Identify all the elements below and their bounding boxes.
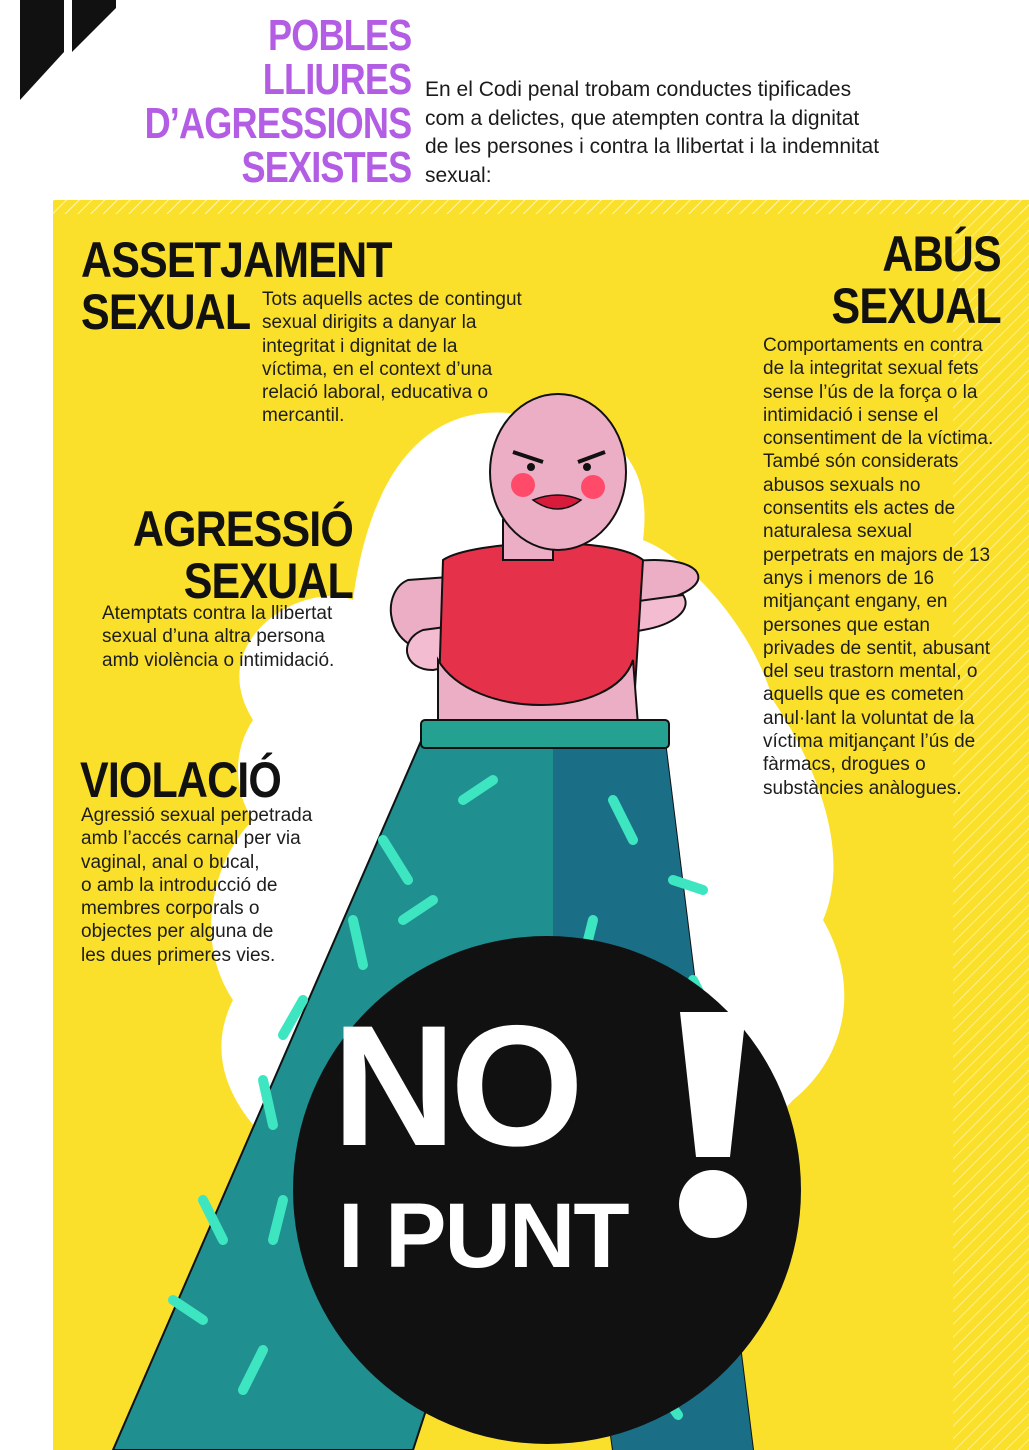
intro-text: [425, 76, 945, 190]
body-line: consentiment de la víctima.: [763, 428, 994, 450]
body-line: abusos sexuals no: [763, 474, 921, 496]
body-line: o amb la introducció de: [81, 874, 278, 896]
body-line: aquells que es cometen: [763, 684, 964, 706]
heading-line: ABÚS: [882, 226, 1001, 282]
intro-line: de les persones i contra la llibertat i la indemnitat: [425, 135, 880, 158]
heading-line: AGRESSIÓ: [132, 501, 353, 557]
slogan-no: NO: [332, 990, 578, 1182]
heading-line: SEXUAL: [81, 284, 251, 340]
exclamation-icon: [668, 1012, 758, 1242]
title-line: POBLES: [267, 11, 411, 60]
body-line: perpetrats en majors de 13: [763, 544, 991, 566]
body-line: substàncies anàlogues.: [763, 777, 962, 799]
body-line: intimidació i sense el: [763, 404, 939, 426]
intro-line: En el Codi penal trobam conductes tipificades: [425, 78, 852, 101]
body-line: Agressió sexual perpetrada: [81, 805, 313, 826]
body-line: mitjançant engany, en: [763, 591, 948, 613]
intro-line: com a delictes, que atempten contra la dignitat: [425, 106, 860, 130]
title-line: D’AGRESSIONS: [144, 99, 411, 148]
agressio-body: [102, 602, 382, 672]
body-line: Comportaments en contra: [763, 335, 983, 356]
body-line: sexual d’una altra persona: [102, 626, 325, 648]
body-line: naturalesa sexual: [763, 521, 912, 543]
body-line: objectes per alguna de: [81, 921, 274, 943]
body-line: Atemptats contra la llibertat: [102, 603, 333, 624]
body-line: consentits els actes de: [763, 498, 956, 520]
body-line: integritat i dignitat de la: [262, 335, 458, 357]
title-line: LLIURES: [262, 55, 411, 104]
body-line: mercantil.: [262, 405, 345, 427]
body-line: vaginal, anal o bucal,: [81, 851, 260, 873]
page-title: [144, 11, 411, 192]
body-line: amb violència o intimidació.: [102, 649, 335, 671]
body-line: del seu trastorn mental, o: [763, 661, 978, 683]
body-line: persones que estan: [763, 614, 930, 636]
body-line: membres corporals o: [81, 898, 260, 920]
violacio-body: [81, 804, 351, 967]
body-line: relació laboral, educativa o: [262, 382, 489, 404]
body-line: sexual dirigits a danyar la: [262, 312, 477, 334]
abus-title: [832, 228, 1001, 332]
heading-line: SEXUAL: [183, 553, 353, 609]
heading-line: SEXUAL: [831, 278, 1001, 334]
body-line: Tots aquells actes de contingut: [262, 289, 522, 310]
assetjament-body: [262, 288, 562, 428]
body-line: les dues primeres vies.: [81, 944, 276, 966]
body-line: víctima mitjançant l’ús de: [763, 731, 976, 753]
body-line: de la integritat sexual fets: [763, 358, 979, 380]
abus-body: [763, 334, 1025, 800]
heading-line: ASSETJAMENT: [81, 232, 392, 288]
body-line: amb l’accés carnal per via: [81, 828, 301, 850]
title-line: SEXISTES: [241, 143, 411, 192]
violacio-title: [80, 754, 281, 806]
body-line: privades de sentit, abusant: [763, 637, 991, 659]
corner-logo: [0, 0, 120, 110]
body-line: víctima, en el context d’una: [262, 358, 493, 380]
intro-line: sexual:: [425, 163, 492, 187]
body-line: anul·lant la voluntat de la: [763, 707, 975, 729]
body-line: fàrmacs, drogues o: [763, 754, 926, 776]
slogan-i-punt: I PUNT: [338, 1185, 628, 1287]
poster: [53, 200, 1029, 1450]
body-line: anys i menors de 16: [763, 567, 935, 589]
body-line: sense l’ús de la força o la: [763, 381, 978, 403]
agressio-title: [133, 503, 353, 607]
heading-line: VIOLACIÓ: [80, 752, 281, 808]
body-line: També són considerats: [763, 451, 959, 473]
